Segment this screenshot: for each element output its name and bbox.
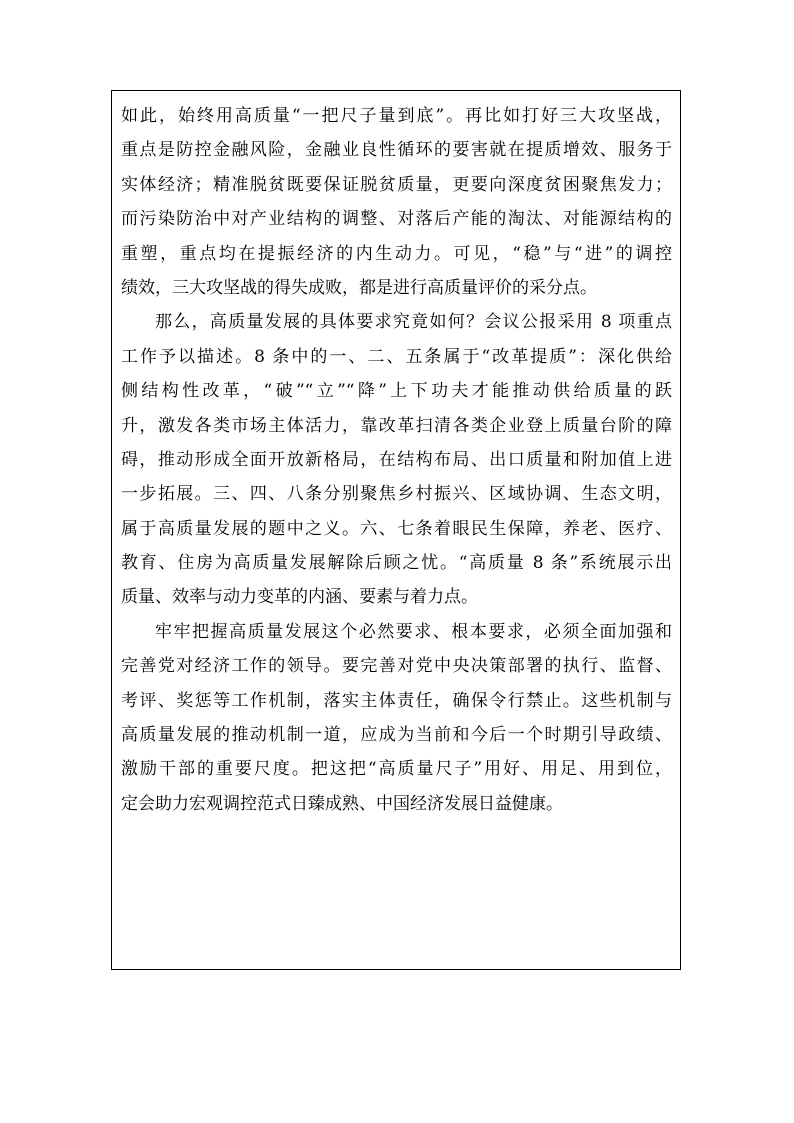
text-line: 高质量发展的推动机制一道，应成为当前和今后一个时期引导政绩、 bbox=[121, 725, 672, 746]
text-line: 完善党对经济工作的领导。要完善对党中央决策部署的执行、监督、 bbox=[121, 656, 672, 677]
paragraph bbox=[121, 305, 672, 615]
text-line: 教育、住房为高质量发展解除后顾之忧。“高质量 8 条”系统展示出 bbox=[121, 553, 672, 574]
text-line: 侧结构性改革，“破”“立”“降”上下功夫才能推动供给质量的跃 bbox=[121, 381, 672, 402]
text-line: 牢牢把握高质量发展这个必然要求、根本要求，必须全面加强和 bbox=[155, 621, 672, 642]
paragraph bbox=[121, 99, 672, 305]
text-line: 工作予以描述。8 条中的一、二、五条属于“改革提质”：深化供给 bbox=[121, 346, 672, 367]
text-line: 一步拓展。三、四、八条分别聚焦乡村振兴、区域协调、生态文明， bbox=[121, 484, 672, 505]
text-line: 定会助力宏观调控范式日臻成熟、中国经济发展日益健康。 bbox=[121, 793, 563, 814]
text-line: 如此，始终用高质量“一把尺子量到底”。再比如打好三大攻坚战， bbox=[121, 106, 672, 126]
text-line: 质量、效率与动力变革的内涵、要素与着力点。 bbox=[121, 587, 478, 608]
text-line: 实体经济；精准脱贫既要保证脱贫质量，更要向深度贫困聚焦发力； bbox=[121, 174, 672, 195]
text-line: 考评、奖惩等工作机制，落实主体责任，确保令行禁止。这些机制与 bbox=[121, 690, 672, 711]
text-line: 重点是防控金融风险，金融业良性循环的要害就在提质增效、服务于 bbox=[121, 140, 672, 161]
text-line: 激励干部的重要尺度。把这把“高质量尺子”用好、用足、用到位， bbox=[121, 759, 672, 780]
text-line: 碍，推动形成全面开放新格局，在结构布局、出口质量和附加值上进 bbox=[121, 449, 672, 470]
text-line: 而污染防治中对产业结构的调整、对落后产能的淘汰、对能源结构的 bbox=[121, 209, 672, 230]
paragraph bbox=[121, 615, 672, 821]
text-line: 属于高质量发展的题中之义。六、七条着眼民生保障，养老、医疗、 bbox=[121, 518, 672, 539]
text-box bbox=[111, 90, 681, 970]
text-line: 升，激发各类市场主体活力，靠改革扫清各类企业登上质量台阶的障 bbox=[121, 415, 672, 436]
text-line: 重塑，重点均在提振经济的内生动力。可见，“稳”与“进”的调控 bbox=[121, 243, 672, 264]
text-line: 绩效，三大攻坚战的得失成败，都是进行高质量评价的采分点。 bbox=[121, 277, 597, 298]
text-line: 那么，高质量发展的具体要求究竟如何？会议公报采用 8 项重点 bbox=[155, 312, 672, 333]
